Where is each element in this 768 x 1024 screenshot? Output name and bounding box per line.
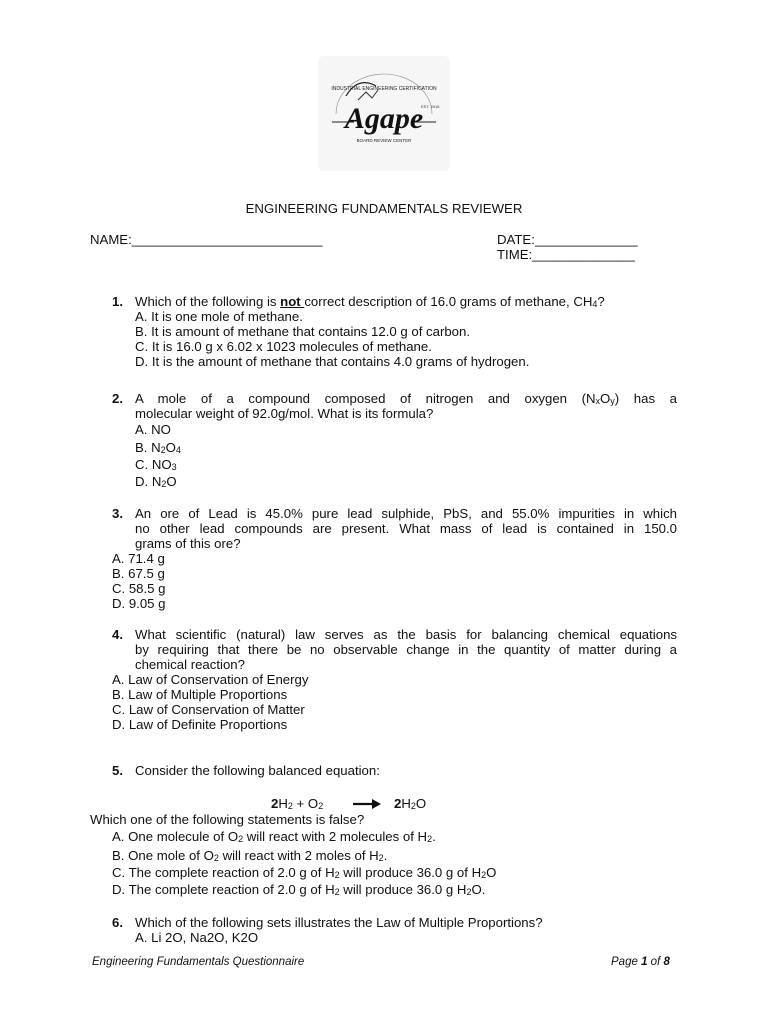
subscript: 2 — [161, 479, 167, 489]
stem-text: ) has a — [614, 391, 677, 406]
question-stem-continued: molecular weight of 92.0g/mol. What is its formula? — [135, 406, 434, 421]
choice-text: A. One molecule of O — [112, 829, 239, 844]
choice-c: C. It is 16.0 g x 6.02 x 1023 molecules of methane. — [135, 339, 432, 354]
stem-text: correct description of 16.0 grams of methane, CH — [304, 294, 593, 309]
choice-text: C. NO — [135, 457, 172, 472]
question-stem: What scientific (natural) law serves as the basis for balancing chemical equations — [135, 627, 677, 642]
name-field-label: NAME:__________________________ — [90, 232, 323, 247]
page-number: 1 — [641, 956, 648, 968]
choice-b — [135, 440, 181, 455]
page-word: Page — [611, 956, 642, 968]
choice-b: B. 67.5 g — [112, 566, 165, 581]
reaction-arrow-icon — [352, 798, 382, 810]
footer-document-title: Engineering Fundamentals Questionnaire — [92, 956, 305, 968]
chemical-equation-reactants — [271, 796, 323, 811]
choice-d — [135, 474, 177, 489]
page-title: ENGINEERING FUNDAMENTALS REVIEWER — [245, 201, 523, 216]
coefficient: 2 — [271, 796, 279, 811]
stem-text: ? — [597, 294, 605, 309]
choice-text: will produce 36.0 g H — [339, 882, 467, 897]
agape-logo — [318, 56, 450, 171]
equation-text: + O — [292, 796, 319, 811]
choice-text: will produce 36.0 g of H — [339, 865, 482, 880]
choice-c — [135, 457, 177, 472]
question-number: 5. — [112, 763, 123, 778]
coefficient: 2 — [394, 796, 402, 811]
subscript: 4 — [175, 445, 181, 455]
choice-b: B. It is amount of methane that contains 12.0 g of carbon. — [135, 324, 471, 339]
question-stem — [135, 391, 677, 406]
choice-text: . — [383, 848, 388, 863]
page-total: 8 — [663, 956, 670, 968]
subscript: 2 — [238, 834, 244, 844]
choice-c: C. Law of Conservation of Matter — [112, 702, 305, 717]
question-stem — [135, 294, 605, 309]
logo-est-text: EST. 2016 — [421, 104, 440, 109]
choice-a: A. It is one mole of methane. — [135, 309, 303, 324]
chemical-equation-product — [394, 796, 426, 811]
equation-text: H — [401, 796, 411, 811]
stem-emphasis: not — [280, 294, 305, 309]
choice-text: will react with 2 moles of H — [218, 848, 379, 863]
subscript: 2 — [466, 887, 472, 897]
choice-a: A. Law of Conservation of Energy — [112, 672, 309, 687]
subscript: x — [595, 396, 601, 406]
choice-d: D. 9.05 g — [112, 596, 166, 611]
choice-b — [112, 848, 387, 863]
question-stem: Consider the following balanced equation: — [135, 763, 380, 778]
question-number: 6. — [112, 915, 123, 930]
choice-a: A. Li 2O, Na2O, K2O — [135, 930, 259, 945]
choice-c: C. 58.5 g — [112, 581, 166, 596]
question-number: 2. — [112, 391, 123, 406]
question-number: 1. — [112, 294, 123, 309]
choice-text: O. — [471, 882, 486, 897]
question-number: 4. — [112, 627, 123, 642]
footer-page-indicator — [611, 956, 670, 968]
choice-d: D. Law of Definite Proportions — [112, 717, 288, 732]
choice-text: will react with 2 molecules of H — [243, 829, 428, 844]
subscript: 2 — [160, 445, 166, 455]
choice-d — [112, 882, 485, 897]
question-prompt: Which one of the following statements is false? — [90, 812, 365, 827]
choice-text: D. The complete reaction of 2.0 g of H — [112, 882, 335, 897]
subscript: 2 — [427, 834, 433, 844]
choice-b: B. Law of Multiple Proportions — [112, 687, 288, 702]
question-number: 3. — [112, 506, 123, 521]
choice-a: A. NO — [135, 422, 171, 437]
logo-arc-text: INDUSTRIAL ENGINEERING CERTIFICATION — [331, 86, 437, 92]
subscript: 2 — [334, 887, 340, 897]
choice-text: O — [166, 474, 177, 489]
question-stem-continued: no other lead compounds are present. What mass of lead is contained in 150.0 — [135, 521, 677, 536]
choice-text: . — [432, 829, 436, 844]
subscript: 3 — [171, 462, 177, 472]
choice-a — [112, 829, 436, 844]
stem-text: A mole of a compound composed of nitrogen and oxygen (N — [135, 391, 596, 406]
subscript: 2 — [287, 801, 293, 811]
subscript: 2 — [334, 870, 340, 880]
equation-text: O — [415, 796, 427, 811]
logo-main-text: Agape — [344, 102, 424, 135]
subscript: y — [610, 396, 615, 406]
subscript: 2 — [213, 853, 219, 863]
choice-text: D. N — [135, 474, 162, 489]
equation-text: H — [278, 796, 288, 811]
stem-text: Which of the following is — [135, 294, 281, 309]
subscript: 2 — [378, 853, 384, 863]
logo-graphic — [318, 56, 450, 171]
time-field-label: TIME:______________ — [497, 247, 635, 262]
subscript: 2 — [410, 801, 416, 811]
date-field-label: DATE:______________ — [497, 232, 638, 247]
logo-bottom-text: BOARD REVIEW CENTER — [356, 138, 412, 143]
question-stem-continued: chemical reaction? — [135, 657, 245, 672]
choice-text: O — [486, 865, 497, 880]
choice-a: A. 71.4 g — [112, 551, 165, 566]
choice-text: B. One mole of O — [112, 848, 214, 863]
question-stem: Which of the following sets illustrates the Law of Multiple Proportions? — [135, 915, 543, 930]
choice-text: O — [165, 440, 176, 455]
question-stem-continued: grams of this ore? — [135, 536, 241, 551]
subscript: 2 — [481, 870, 487, 880]
subscript: 2 — [318, 801, 324, 811]
choice-text: B. N — [135, 440, 161, 455]
of-word: of — [647, 956, 664, 968]
choice-c — [112, 865, 496, 880]
stem-text: O — [600, 391, 611, 406]
choice-text: C. The complete reaction of 2.0 g of H — [112, 865, 335, 880]
question-stem-continued: by requiring that there be no observable change in the quantity of matter during a — [135, 642, 677, 657]
choice-d: D. It is the amount of methane that contains 4.0 grams of hydrogen. — [135, 354, 530, 369]
subscript: 4 — [592, 299, 598, 309]
question-stem: An ore of Lead is 45.0% pure lead sulphide, PbS, and 55.0% impurities in which — [135, 506, 677, 521]
